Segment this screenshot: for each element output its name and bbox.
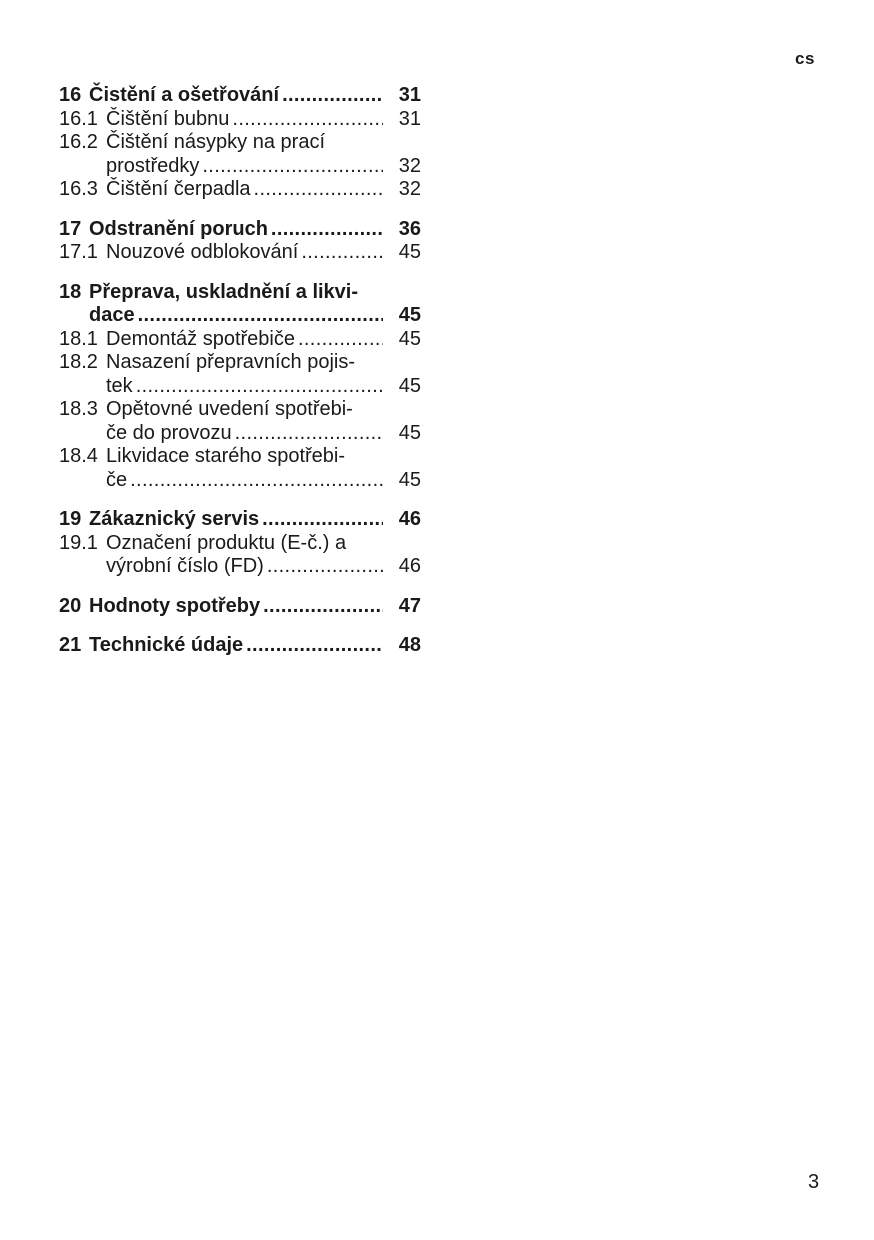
toc-entry-page: 48	[398, 634, 421, 656]
toc-entry-number: 21	[59, 634, 82, 656]
toc-entry-title: dace	[89, 304, 135, 326]
toc-entry-20[interactable]	[59, 595, 421, 619]
toc-entry-number: 20	[59, 594, 82, 617]
toc-entry-page: 36	[398, 217, 421, 240]
toc-entry-21[interactable]	[59, 634, 421, 658]
dot-leader	[271, 218, 383, 242]
section-gap	[59, 202, 421, 218]
section-gap	[59, 618, 421, 634]
dot-leader	[262, 508, 383, 532]
dot-leader	[235, 422, 383, 446]
toc-entry-page: 45	[398, 421, 421, 444]
toc-entry-number: 16.3	[59, 178, 98, 200]
page-number: 3	[808, 1171, 820, 1193]
toc-entry-page: 45	[398, 327, 421, 350]
toc-entry-title: Nasazení přepravních pojis-	[106, 351, 356, 373]
toc-entry-title: Zákaznický servis	[89, 508, 260, 530]
section-gap	[59, 579, 421, 595]
toc-entry-title: Nouzové odblokování	[106, 241, 299, 263]
toc-entry-page: 32	[398, 154, 421, 177]
toc-entry-title: Označení produktu (E-č.) a	[106, 531, 347, 554]
toc-entry-number: 18	[59, 280, 82, 303]
toc-entry-title: tek	[106, 374, 133, 397]
toc-entry-18-3[interactable]	[59, 398, 421, 422]
section-gap	[59, 492, 421, 508]
toc-entry-title: Hodnoty spotřeby	[89, 594, 261, 617]
toc-entry-number: 16	[59, 84, 82, 106]
toc-entry-title: Demontáž spotřebiče	[106, 327, 295, 350]
toc-entry-title: Odstranění poruch	[89, 217, 268, 240]
toc-entry-title: če do provozu	[106, 421, 232, 444]
toc-entry-19-1[interactable]	[59, 532, 421, 556]
toc-entry-page: 45	[398, 241, 421, 263]
toc-entry-number: 18.3	[59, 398, 98, 420]
dot-leader	[301, 241, 383, 265]
dot-leader	[246, 634, 383, 658]
dot-leader	[232, 108, 383, 132]
toc-entry-title: Čistění a ošetřování	[89, 84, 280, 106]
toc-entry-page: 45	[398, 374, 421, 397]
toc-entry-page: 32	[398, 178, 421, 200]
toc-entry-18-2[interactable]	[59, 351, 421, 375]
dot-leader	[282, 84, 383, 108]
toc-entry-page: 45	[398, 468, 421, 491]
toc-entry-18-4-continued[interactable]	[59, 469, 421, 493]
toc-entry-page: 45	[398, 304, 421, 326]
section-gap	[59, 265, 421, 281]
toc-entry-title: Technické údaje	[89, 634, 244, 656]
toc-entry-16[interactable]	[59, 84, 421, 108]
toc-entry-page: 47	[398, 594, 421, 617]
toc-entry-number: 17	[59, 217, 82, 240]
toc-entry-page: 46	[398, 508, 421, 530]
dot-leader	[138, 304, 383, 328]
toc-entry-title: Přeprava, uskladnění a likvi-	[89, 280, 359, 303]
toc-entry-number: 18.2	[59, 351, 98, 373]
toc-entry-title: prostředky	[106, 154, 200, 177]
toc-entry-16-1[interactable]	[59, 108, 421, 132]
toc-entry-page: 46	[398, 555, 421, 577]
toc-entry-number: 19	[59, 508, 82, 530]
toc-entry-title: Čištění čerpadla	[106, 178, 251, 200]
dot-leader	[202, 155, 383, 179]
language-code: cs	[795, 49, 815, 68]
toc-entry-17-1[interactable]	[59, 241, 421, 265]
toc-entry-number: 17.1	[59, 241, 98, 263]
toc-entry-number: 18.1	[59, 327, 98, 350]
toc-entry-title: Čištění bubnu	[106, 107, 230, 130]
toc-entry-number: 19.1	[59, 531, 98, 554]
toc-entry-19-1-continued[interactable]	[59, 555, 421, 579]
toc-entry-18-3-continued[interactable]	[59, 422, 421, 446]
toc-entry-18-4[interactable]	[59, 445, 421, 469]
toc-entry-16-2-continued[interactable]	[59, 155, 421, 179]
toc-entry-17[interactable]	[59, 218, 421, 242]
dot-leader	[263, 595, 383, 619]
toc-entry-title: Čištění násypky na prací	[106, 131, 325, 153]
dot-leader	[267, 555, 383, 579]
dot-leader	[254, 178, 383, 202]
toc-entry-18-1[interactable]	[59, 328, 421, 352]
toc-entry-number: 16.2	[59, 131, 98, 153]
toc-entry-title: výrobní číslo (FD)	[106, 555, 264, 577]
table-of-contents	[59, 84, 421, 658]
toc-entry-19[interactable]	[59, 508, 421, 532]
toc-entry-title: Opětovné uvedení spotřebi-	[106, 398, 353, 420]
toc-entry-title: Likvidace starého spotřebi-	[106, 445, 346, 467]
toc-entry-number: 16.1	[59, 107, 98, 130]
toc-entry-16-3[interactable]	[59, 178, 421, 202]
toc-entry-18[interactable]	[59, 281, 421, 305]
toc-entry-18-2-continued[interactable]	[59, 375, 421, 399]
toc-entry-16-2[interactable]	[59, 131, 421, 155]
toc-entry-title: če	[106, 468, 128, 491]
dot-leader	[136, 375, 383, 399]
dot-leader	[298, 328, 383, 352]
toc-entry-page: 31	[398, 84, 421, 106]
toc-entry-page: 31	[398, 107, 421, 130]
toc-entry-number: 18.4	[59, 445, 98, 467]
toc-entry-18-continued[interactable]	[59, 304, 421, 328]
dot-leader	[130, 469, 383, 493]
